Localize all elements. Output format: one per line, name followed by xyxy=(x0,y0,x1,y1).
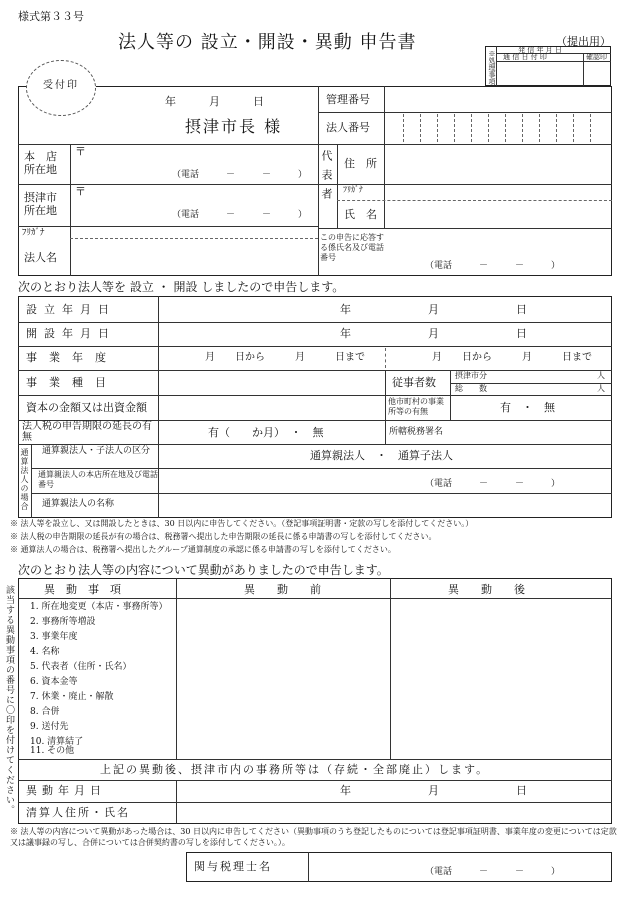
group-corp-label: 通算法人の場合 xyxy=(20,448,29,511)
change-date-fill: 年 月 日 xyxy=(340,784,527,797)
change-after-header: 異 動 後 xyxy=(448,583,525,596)
settsu-postal-mark: 〒 xyxy=(75,185,86,198)
capital-label: 資本の金額又は出資金額 xyxy=(26,401,147,414)
change-item[interactable]: 3. 事業年度 xyxy=(30,632,78,642)
employees-total-unit: 人 xyxy=(597,384,605,393)
receipt-stamp-circle xyxy=(26,60,96,116)
change-item[interactable]: 6. 資本金等 xyxy=(30,677,78,687)
page-title: 法人等の 設立・開設・異動 申告書 xyxy=(118,32,417,53)
employees-label: 従事者数 xyxy=(392,376,436,389)
hq-phone: （電話 － － ） xyxy=(172,170,308,180)
tax-office-label: 所轄税務署名 xyxy=(389,427,444,437)
section1-note-3: ※ 通算法人の場合は、税務署へ提出したグループ通算制度の承認に係る申請書の写しを添付してください。 xyxy=(10,545,396,554)
stamp-sent-date: 発 信 年 月 日 xyxy=(518,46,562,54)
extension-fill: 有（ か月） ・ 無 xyxy=(208,426,324,439)
change-item[interactable]: 9. 送付先 xyxy=(30,722,69,732)
section1-heading: 次のとおり法人等を 設立 ・ 開設 しましたので申告します。 xyxy=(18,280,345,294)
change-item[interactable]: 5. 代表者（住所・氏名） xyxy=(30,662,132,672)
other-city-yes-no: 有 ・ 無 xyxy=(500,401,555,414)
header-date: 年 月 日 xyxy=(165,95,264,108)
section1-note-2: ※ 法人税の申告期限の延長が有の場合は、税務署へ提出した申告期限の延長に係る申請書の写しを添付してください。 xyxy=(10,532,437,541)
section2-side-note: 該当する異動事項の番号に〇印を付けてください。 xyxy=(4,585,14,815)
liquidator-label: 清算人住所・氏名 xyxy=(26,806,130,819)
other-city-label: 他市町村の事業所等の有無 xyxy=(388,397,444,416)
change-item[interactable]: 1. 所在地変更（本店・事務所等） xyxy=(30,602,168,612)
stamp-comm-date: 通 信 日 付 印 xyxy=(503,53,547,61)
settsu-phone: （電話 － － ） xyxy=(172,210,308,220)
change-item[interactable]: 7. 休業・廃止・解散 xyxy=(30,692,114,702)
submission-copy-label: （提出用） xyxy=(556,35,611,48)
settsu-address-label: 摂津市 所在地 xyxy=(24,191,57,217)
stamp-confirm: 確認印 xyxy=(586,53,607,61)
open-date-label: 開設年月日 xyxy=(26,327,116,340)
change-item[interactable]: 11. その他 xyxy=(30,746,75,756)
change-item[interactable]: 10. 清算結了 xyxy=(30,737,84,747)
parent-name-label: 通算親法人の名称 xyxy=(42,499,115,509)
fiscal-year-fill-1: 月 日から 月 日まで xyxy=(205,352,365,363)
form-number: 様式第３３号 xyxy=(18,10,84,23)
section2-heading: 次のとおり法人等の内容について異動がありましたので申告します。 xyxy=(18,563,389,577)
rep-address-label: 住 所 xyxy=(344,157,377,170)
fiscal-year-label: 事業年度 xyxy=(26,351,118,364)
receipt-label: 受付印 xyxy=(43,80,79,91)
change-item[interactable]: 2. 事務所等増設 xyxy=(30,617,96,627)
setup-date-label: 設立年月日 xyxy=(26,303,116,316)
business-type-label: 事業種目 xyxy=(26,376,118,389)
parent-phone: （電話 － － ） xyxy=(425,479,561,489)
addressee: 摂津市長 様 xyxy=(185,117,283,136)
tax-accountant-phone: （電話 － － ） xyxy=(425,867,561,877)
setup-date-fill: 年 月 日 xyxy=(340,303,527,316)
representative-label: 代表者 xyxy=(320,150,333,207)
rep-name-label: 氏 名 xyxy=(344,208,377,221)
rep-furigana-label: ﾌﾘｶﾞﾅ xyxy=(343,185,363,194)
management-number-label: 管理番号 xyxy=(326,93,370,106)
employees-settsu-label: 摂津市分 xyxy=(455,371,487,380)
change-before-header: 異 動 前 xyxy=(244,583,321,596)
open-date-fill: 年 月 日 xyxy=(340,327,527,340)
contact-phone: （電話 － － ） xyxy=(425,261,561,271)
tax-accountant-label: 関与税理士名 xyxy=(194,860,272,873)
hq-address-label: 本 店 所在地 xyxy=(24,150,57,176)
group-class-label: 通算親法人・子法人の区分 xyxy=(42,446,151,456)
hq-postal-mark: 〒 xyxy=(75,145,86,158)
corp-furigana-label: ﾌﾘｶﾞﾅ xyxy=(22,228,45,238)
extension-label: 法人税の申告期限の延長の有無 xyxy=(22,421,152,443)
change-item[interactable]: 4. 名称 xyxy=(30,647,60,657)
parent-address-label: 通算親法人の本店所在地及び電話番号 xyxy=(38,470,158,489)
employees-total-label: 総 数 xyxy=(455,384,487,393)
after-status-text: 上記の異動後、摂津市内の事務所等は（存続・全部廃止）します。 xyxy=(100,763,490,776)
corporate-number-label: 法人番号 xyxy=(326,121,370,134)
change-item-header: 異 動 事 項 xyxy=(44,583,121,596)
contact-label: この申告に応答する係氏名及び電話番号 xyxy=(320,233,384,262)
section2-note: ※ 法人等の内容について異動があった場合は、30 日以内に申告してください（異動事項のうち登記したものについては登記事項証明書、事業年度の変更については定款又は議事録の写し、合併については合併契約書の写しを添付してください。）。 xyxy=(10,827,617,847)
fiscal-year-fill-2: 月 日から 月 日まで xyxy=(432,352,592,363)
change-item[interactable]: 8. 合併 xyxy=(30,707,60,717)
section1-note-1: ※ 法人等を設立し、又は開設したときは、30 日以内に申告してください。（登記事項証明書・定款の写しを添付してください。） xyxy=(10,519,474,528)
group-class-fill: 通算親法人 ・ 通算子法人 xyxy=(310,449,453,462)
employees-settsu-unit: 人 xyxy=(597,371,605,380)
change-date-label: 異動年月日 xyxy=(26,784,106,797)
processing-label: ※処理事項 xyxy=(488,50,496,85)
corp-name-label: 法人名 xyxy=(24,251,57,264)
